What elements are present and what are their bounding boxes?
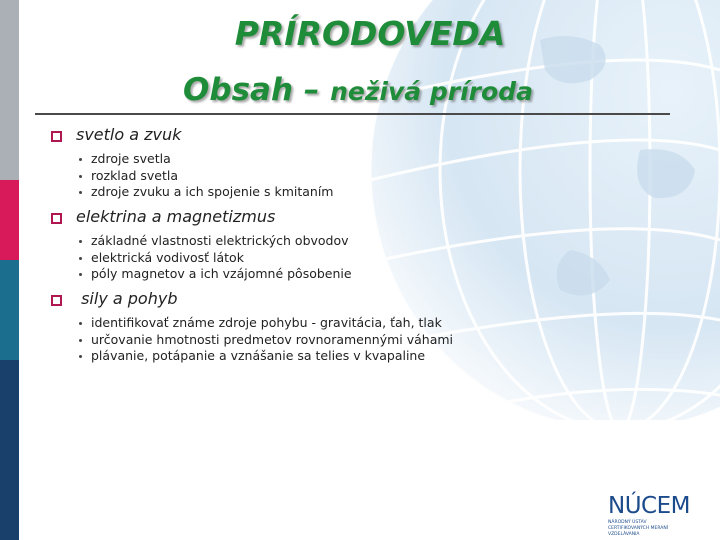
list-item-text: identifikovať známe zdroje pohybu - gravitácia, ťah, tlak bbox=[91, 315, 442, 330]
side-stripe-pink bbox=[0, 180, 19, 260]
sub-list bbox=[76, 151, 333, 201]
title-line-2-subtitle: neživá príroda bbox=[330, 77, 533, 106]
list-item bbox=[76, 151, 333, 168]
list-item-text: elektrická vodivosť látok bbox=[91, 249, 244, 265]
list-item-text: póly magnetov a ich vzájomné pôsobenie bbox=[91, 266, 352, 281]
bullet-dot-icon bbox=[79, 191, 82, 194]
list-item bbox=[76, 332, 453, 349]
list-item-text: plávanie, potápanie a vznášanie sa telies v kvapaline bbox=[91, 348, 426, 363]
bullet-dot-icon bbox=[79, 240, 82, 243]
section-heading: svetlo a zvuk bbox=[76, 125, 182, 144]
bullet-dot-icon bbox=[79, 158, 82, 161]
list-item-text: zdroje zvuku a ich spojenie s kmitaním bbox=[91, 184, 334, 199]
bullet-dot-icon bbox=[79, 175, 82, 178]
list-item bbox=[76, 250, 352, 267]
list-item bbox=[76, 233, 352, 250]
nucem-logo bbox=[608, 494, 690, 538]
bullet-dot-icon bbox=[79, 339, 82, 342]
list-item-text: základné vlastnosti elektrických obvodov bbox=[91, 233, 349, 248]
title-line-2-main: Obsah – bbox=[183, 72, 331, 108]
list-item-text: určovanie hmotnosti predmetov rovnoramennými váhami bbox=[91, 331, 454, 347]
title-line-1: PRÍRODOVEDA bbox=[234, 14, 506, 53]
side-stripe-teal bbox=[0, 260, 19, 360]
square-bullet-icon bbox=[51, 131, 62, 142]
list-item bbox=[76, 315, 453, 332]
title-line-2 bbox=[0, 72, 718, 108]
bullet-dot-icon bbox=[79, 257, 82, 260]
square-bullet-icon bbox=[51, 213, 62, 224]
logo-tagline: NÁRODNÝ ÚSTAV CERTIFIKOVANÝCH MERANÍ VZDELÁVANIA bbox=[608, 520, 669, 537]
side-stripe-navy bbox=[0, 360, 19, 540]
list-item bbox=[76, 266, 352, 283]
bullet-dot-icon bbox=[79, 322, 82, 325]
square-bullet-icon bbox=[51, 295, 62, 306]
list-item bbox=[76, 184, 333, 201]
title-divider bbox=[35, 113, 670, 115]
list-item bbox=[76, 348, 453, 365]
list-item-text: rozklad svetla bbox=[91, 167, 178, 183]
bullet-dot-icon bbox=[79, 273, 82, 276]
bullet-dot-icon bbox=[79, 355, 82, 358]
logo-name: NÚCEM bbox=[608, 493, 690, 519]
section-heading: sily a pohyb bbox=[76, 289, 178, 308]
sub-list bbox=[76, 315, 453, 365]
sub-list bbox=[76, 233, 352, 283]
list-item-text: zdroje svetla bbox=[91, 151, 171, 166]
list-item bbox=[76, 168, 333, 185]
section-heading: elektrina a magnetizmus bbox=[76, 207, 276, 226]
